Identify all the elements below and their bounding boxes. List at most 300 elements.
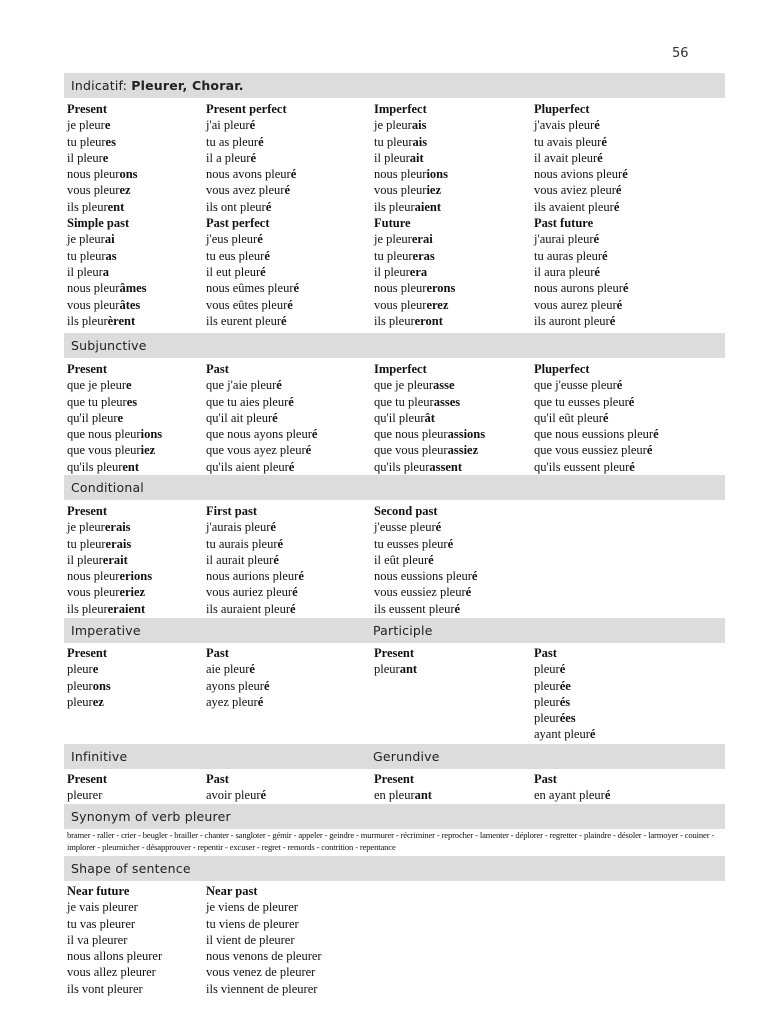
conjugation-row xyxy=(206,134,299,150)
conjugation-row xyxy=(67,536,152,552)
tense-title: Past perfect xyxy=(206,216,270,231)
conjugation-ending: ais xyxy=(411,118,427,133)
conjugation-stem: que vous ayez pleur xyxy=(206,443,306,458)
conjugation-ending: é xyxy=(250,150,256,165)
conjugation-ending: asse xyxy=(433,378,455,393)
conjugation-row xyxy=(206,280,299,296)
conjugation-row xyxy=(534,264,628,280)
conjugation-ending: é xyxy=(629,459,635,474)
conjugation-stem: nous aurons pleur xyxy=(534,281,623,296)
conjugation-row xyxy=(206,916,322,932)
conjugation-stem: nous pleur xyxy=(374,281,427,296)
conjugation-row xyxy=(67,297,147,313)
conjugation-stem: nous eûmes pleur xyxy=(206,281,294,296)
conjugation-row xyxy=(67,199,147,215)
conjugation-ending: és xyxy=(559,694,571,709)
conjugation-row xyxy=(206,248,299,264)
conjugation-row xyxy=(206,584,304,600)
conjugation-row xyxy=(67,948,162,964)
conjugation-row xyxy=(67,964,162,980)
conjugation-row xyxy=(374,519,477,535)
conjugation-row xyxy=(67,661,111,677)
conjugation-stem: je pleur xyxy=(67,232,105,247)
conjugation-row xyxy=(534,280,628,296)
imperative-label: Imperative xyxy=(71,623,141,638)
tense-title: Imperfect xyxy=(374,362,427,376)
conjugation-row xyxy=(67,166,147,182)
conjugation-ending: é xyxy=(622,281,629,296)
tense-title: Second past xyxy=(374,504,438,518)
conjugation-ending: iez xyxy=(426,183,442,198)
conjugation-stem: tu eus pleur xyxy=(206,248,265,263)
conjugation-row xyxy=(67,981,162,997)
conjugation-row xyxy=(374,377,485,393)
conjugation-row xyxy=(374,166,455,182)
conjugation-row xyxy=(206,377,317,393)
tense-title: Past future xyxy=(534,216,594,231)
conjugation-row xyxy=(374,313,455,329)
conjugation-row xyxy=(67,313,147,329)
conjugation-row xyxy=(534,297,628,313)
conjugation-stem: pleur xyxy=(534,711,560,726)
tense-title: Pluperfect xyxy=(534,102,590,116)
conjugation-stem: ils pleur xyxy=(67,313,108,328)
conjugation-row xyxy=(374,199,455,215)
conjugation-stem: il vient de pleurer xyxy=(206,932,295,947)
conjugation-stem: qu'il ait pleur xyxy=(206,410,273,425)
conjugation-ending: é xyxy=(287,297,293,312)
conjugation-stem: qu'il pleur xyxy=(67,410,118,425)
conjugation-stem: pleur xyxy=(67,662,93,677)
conjugation-stem: ils pleur xyxy=(374,313,415,328)
conjugation-stem: nous eussions pleur xyxy=(374,569,472,584)
conjugation-row xyxy=(206,661,270,677)
conjugation-stem: pleurer xyxy=(67,788,103,803)
conjugation-ending: eront xyxy=(414,313,443,328)
conjugation-ending: é xyxy=(273,552,279,567)
conjugation-row xyxy=(206,601,304,617)
tense-title: First past xyxy=(206,504,258,518)
tense-title: Pluperfect xyxy=(534,362,590,376)
subjunctive-label: Subjunctive xyxy=(71,338,147,353)
conjugation-row xyxy=(206,297,299,313)
infinitive-label: Infinitive xyxy=(71,749,128,764)
conjugation-row xyxy=(67,916,162,932)
conjugation-row xyxy=(67,280,147,296)
conjugation-stem: il pleur xyxy=(374,150,410,165)
conjugation-row xyxy=(206,117,299,133)
conj-column xyxy=(534,771,610,804)
conjugation-stem: que je pleur xyxy=(374,378,434,393)
conjugation-ending: é xyxy=(616,378,623,393)
conjugation-ending: é xyxy=(260,788,267,803)
conjugation-row xyxy=(206,150,299,166)
conjugation-ending: erait xyxy=(102,552,128,567)
conjugation-row xyxy=(67,787,107,803)
conjugation-ending: é xyxy=(615,183,622,198)
conjugation-ending: é xyxy=(257,694,264,709)
conjugation-stem: que nous eussions pleur xyxy=(534,427,654,442)
conjugation-ending: era xyxy=(409,264,428,279)
conjugation-row xyxy=(534,694,595,710)
conjugation-ending: eras xyxy=(412,248,435,263)
conjugation-stem: tu pleur xyxy=(374,134,413,149)
conjugation-ending: é xyxy=(622,167,628,182)
conjugation-stem: j'eus pleur xyxy=(206,232,258,247)
conjugation-stem: ils auraient pleur xyxy=(206,601,290,616)
conjugation-ending: ent xyxy=(107,199,125,214)
conjugation-stem: ayons pleur xyxy=(206,678,264,693)
conjugation-row xyxy=(206,199,299,215)
conjugation-row xyxy=(534,442,659,458)
conjugation-ending: é xyxy=(270,520,276,535)
conjugation-stem: je pleur xyxy=(374,232,412,247)
conjugation-row xyxy=(374,568,477,584)
infinitive-header-bar xyxy=(64,744,725,769)
conjugation-stem: ayant pleur xyxy=(534,727,590,742)
conjugation-stem: je pleur xyxy=(374,118,412,133)
conjugation-ending: ée xyxy=(559,678,571,693)
conjugation-ending: é xyxy=(435,520,442,535)
conjugation-row xyxy=(374,787,432,803)
tense-title: Past xyxy=(534,646,557,660)
conjugation-row xyxy=(206,459,317,475)
conjugation-row xyxy=(67,182,147,198)
conjugation-stem: il eut pleur xyxy=(206,264,261,279)
tense-title: Past xyxy=(534,772,557,786)
conjugation-row xyxy=(206,678,270,694)
conjugation-stem: nous pleur xyxy=(67,167,120,182)
tense-title: Imperfect xyxy=(374,102,427,116)
conjugation-ending: é xyxy=(589,727,596,742)
conjugation-row xyxy=(206,426,317,442)
conjugation-stem: ayez pleur xyxy=(206,694,258,709)
conjugation-row xyxy=(67,410,162,426)
subjunctive-header-bar xyxy=(64,333,725,358)
conjugation-ending: ât xyxy=(424,410,435,425)
conjugation-row xyxy=(374,584,477,600)
conjugation-stem: vous venez de pleurer xyxy=(206,965,316,980)
conjugation-ending: é xyxy=(276,378,282,393)
conjugation-ending: ées xyxy=(559,711,576,726)
conjugation-stem: vous pleur xyxy=(67,183,120,198)
conjugation-row xyxy=(534,661,595,677)
conjugation-stem: que tu eusses pleur xyxy=(534,394,629,409)
conjugation-ending: é xyxy=(594,118,600,133)
conjugation-stem: vous eussiez pleur xyxy=(374,585,466,600)
tense-title: Present xyxy=(374,772,415,786)
conjugation-ending: é xyxy=(594,264,600,279)
conjugation-row xyxy=(534,199,628,215)
conjugation-row xyxy=(374,280,455,296)
conjugation-ending: erai xyxy=(411,232,433,247)
conjugation-stem: qu'il pleur xyxy=(374,410,425,425)
conjugation-ending: es xyxy=(105,134,116,149)
conj-column xyxy=(67,883,162,997)
conj-column xyxy=(206,503,304,617)
conjugation-stem: vous allez pleurer xyxy=(67,965,156,980)
conjugation-row xyxy=(206,899,322,915)
conjugation-ending: e xyxy=(102,150,109,165)
conjugation-ending: é xyxy=(293,281,300,296)
conjugation-stem: il a pleur xyxy=(206,150,251,165)
conjugation-stem: je pleur xyxy=(67,520,105,535)
conjugation-stem: que je pleur xyxy=(67,378,127,393)
conjugation-stem: ils eussent pleur xyxy=(374,601,455,616)
conjugation-ending: é xyxy=(604,788,611,803)
verb-title: Pleurer, Chorar. xyxy=(131,78,244,93)
conjugation-row xyxy=(374,117,455,133)
conjugation-stem: qu'il eût pleur xyxy=(534,410,603,425)
conjugation-stem: tu pleur xyxy=(67,536,106,551)
conjugation-stem: que j'aie pleur xyxy=(206,378,277,393)
conjugation-ending: e xyxy=(126,378,132,393)
tense-title: Simple past xyxy=(67,216,130,231)
conjugation-row xyxy=(534,426,659,442)
conjugation-stem: en pleur xyxy=(374,788,415,803)
conditional-label: Conditional xyxy=(71,480,144,495)
conjugation-row xyxy=(67,248,147,264)
conj-column xyxy=(206,645,270,710)
conjugation-stem: vous pleur xyxy=(67,585,120,600)
conjugation-row xyxy=(534,410,659,426)
conjugation-row xyxy=(206,410,317,426)
tense-title: Present perfect xyxy=(206,102,287,116)
synonyms-label: Synonym of verb pleurer xyxy=(71,809,231,824)
tense-title: Past xyxy=(206,772,229,786)
conjugation-ending: é xyxy=(298,569,304,584)
conjugation-stem: tu pleur xyxy=(67,134,106,149)
sentence-header-bar xyxy=(64,856,725,881)
conj-column xyxy=(206,883,322,997)
conjugation-ending: ions xyxy=(426,167,448,182)
conjugation-row xyxy=(67,442,162,458)
conj-column xyxy=(67,645,111,710)
conjugation-stem: nous allons pleurer xyxy=(67,949,163,964)
conjugation-stem: il aurait pleur xyxy=(206,552,274,567)
tense-title: Present xyxy=(67,362,108,376)
conjugation-stem: vous pleur xyxy=(374,297,427,312)
conjugation-ending: é xyxy=(628,394,635,409)
conjugation-stem: vous eûtes pleur xyxy=(206,297,288,312)
conjugation-ending: ant xyxy=(399,662,418,677)
conjugation-row xyxy=(206,231,299,247)
conjugation-row xyxy=(67,601,152,617)
conj-column xyxy=(206,361,317,475)
conjugation-row xyxy=(67,426,162,442)
conjugation-ending: é xyxy=(263,678,270,693)
conjugation-stem: ils pleur xyxy=(67,601,108,616)
conjugation-stem: il aura pleur xyxy=(534,264,595,279)
conj-column xyxy=(374,101,455,329)
conjugation-ending: é xyxy=(290,601,296,616)
conjugation-ending: é xyxy=(471,569,478,584)
conjugation-ending: asses xyxy=(433,394,461,409)
conjugation-ending: é xyxy=(601,134,607,149)
conjugation-row xyxy=(374,134,455,150)
conjugation-stem: tu pleur xyxy=(374,248,413,263)
conjugation-ending: ez xyxy=(119,183,131,198)
conjugation-row xyxy=(206,313,299,329)
conj-column xyxy=(67,771,107,804)
conjugation-ending: é xyxy=(613,199,620,214)
conjugation-row xyxy=(67,264,147,280)
conjugation-row xyxy=(206,182,299,198)
conjugation-ending: aient xyxy=(414,199,442,214)
conjugation-row xyxy=(67,134,147,150)
conjugation-row xyxy=(374,264,455,280)
conjugation-row xyxy=(67,694,111,710)
conjugation-stem: pleur xyxy=(534,662,560,677)
conjugation-stem: tu auras pleur xyxy=(534,248,603,263)
conjugation-row xyxy=(67,377,162,393)
conjugation-row xyxy=(206,264,299,280)
conjugation-row xyxy=(67,932,162,948)
conjugation-ending: ons xyxy=(119,167,138,182)
conjugation-stem: que tu pleur xyxy=(374,394,434,409)
conjugation-row xyxy=(534,377,659,393)
conjugation-stem: tu as pleur xyxy=(206,134,259,149)
conjugation-stem: que j'eusse pleur xyxy=(534,378,617,393)
conjugation-stem: vous auriez pleur xyxy=(206,585,293,600)
conjugation-stem: nous avions pleur xyxy=(534,167,623,182)
conjugation-row xyxy=(374,442,485,458)
conjugation-ending: âtes xyxy=(119,297,141,312)
conjugation-stem: tu pleur xyxy=(67,248,106,263)
conjugation-stem: il pleur xyxy=(67,150,103,165)
conjugation-ending: é xyxy=(288,459,295,474)
conjugation-stem: vous avez pleur xyxy=(206,183,285,198)
conjugation-ending: ait xyxy=(409,150,424,165)
conjugation-ending: âmes xyxy=(119,281,147,296)
conjugation-ending: erais xyxy=(104,520,131,535)
conjugation-stem: qu'ils pleur xyxy=(374,459,430,474)
conjugation-ending: ent xyxy=(122,459,140,474)
conjugation-stem: nous pleur xyxy=(67,569,120,584)
conjugation-stem: tu avais pleur xyxy=(534,134,602,149)
conjugation-ending: e xyxy=(117,410,124,425)
conjugation-stem: pleur xyxy=(374,662,400,677)
conjugation-row xyxy=(374,459,485,475)
conjugation-ending: assions xyxy=(447,427,486,442)
conjugation-ending: e xyxy=(92,662,99,677)
conjugation-ending: é xyxy=(249,662,255,677)
conjugation-stem: pleur xyxy=(534,694,560,709)
conjugation-row xyxy=(206,394,317,410)
tense-title: Near past xyxy=(206,884,258,898)
conjugation-ending: é xyxy=(272,410,278,425)
conjugation-row xyxy=(206,694,270,710)
conjugation-stem: vous pleur xyxy=(67,297,120,312)
conj-column xyxy=(206,771,266,804)
conjugation-row xyxy=(374,661,417,677)
conjugation-stem: vous pleur xyxy=(374,183,427,198)
conjugation-ending: erais xyxy=(105,536,132,551)
conjugation-row xyxy=(374,410,485,426)
conjugation-ending: iez xyxy=(140,443,156,458)
conjugation-stem: il va pleurer xyxy=(67,932,128,947)
conjugation-row xyxy=(206,536,304,552)
conj-column xyxy=(67,503,152,617)
conjugation-stem: ils auront pleur xyxy=(534,313,610,328)
conjugation-stem: tu vas pleurer xyxy=(67,916,136,931)
conjugation-stem: j'eusse pleur xyxy=(374,520,436,535)
sentence-label: Shape of sentence xyxy=(71,861,191,876)
conjugation-row xyxy=(374,150,455,166)
conjugation-stem: nous venons de pleurer xyxy=(206,949,322,964)
conjugation-ending: é xyxy=(258,134,264,149)
conj-column xyxy=(67,101,147,329)
conjugation-row xyxy=(374,601,477,617)
conjugation-ending: é xyxy=(593,232,600,247)
conj-column xyxy=(374,771,432,804)
conditional-header-bar xyxy=(64,475,725,500)
conjugation-stem: ils vont pleurer xyxy=(67,981,143,996)
conjugation-row xyxy=(534,459,659,475)
conjugation-row xyxy=(67,117,147,133)
conjugation-stem: aie pleur xyxy=(206,662,250,677)
conjugation-row xyxy=(534,248,628,264)
conjugation-row xyxy=(534,117,628,133)
conjugation-stem: pleur xyxy=(67,694,93,709)
conjugation-stem: qu'ils pleur xyxy=(67,459,123,474)
conjugation-stem: nous avons pleur xyxy=(206,167,291,182)
conjugation-ending: é xyxy=(264,248,270,263)
conjugation-stem: il pleur xyxy=(67,264,103,279)
conjugation-ending: é xyxy=(260,264,266,279)
conjugation-row xyxy=(374,552,477,568)
conjugation-row xyxy=(206,932,322,948)
conjugation-stem: ils ont pleur xyxy=(206,199,266,214)
conjugation-row xyxy=(67,394,162,410)
indicative-label: Indicatif: xyxy=(71,78,132,93)
conjugation-row xyxy=(206,568,304,584)
conjugation-stem: pleur xyxy=(534,678,560,693)
conjugation-ending: é xyxy=(602,410,609,425)
conjugation-stem: il pleur xyxy=(67,552,103,567)
conjugation-stem: j'ai pleur xyxy=(206,118,250,133)
conjugation-row xyxy=(374,426,485,442)
conjugation-stem: il pleur xyxy=(374,264,410,279)
conjugation-stem: nous pleur xyxy=(67,281,120,296)
tense-title: Past xyxy=(206,362,229,376)
conj-column xyxy=(67,361,162,475)
conjugation-stem: je pleur xyxy=(67,118,105,133)
conjugation-ending: èrent xyxy=(107,313,136,328)
conjugation-stem: avoir pleur xyxy=(206,788,261,803)
conjugation-row xyxy=(534,394,659,410)
conjugation-ending: é xyxy=(277,536,284,551)
conjugation-row xyxy=(374,182,455,198)
conjugation-stem: pleur xyxy=(67,678,93,693)
conjugation-row xyxy=(67,584,152,600)
conjugation-stem: j'aurai pleur xyxy=(534,232,594,247)
conjugation-ending: é xyxy=(305,443,312,458)
conjugation-ending: erons xyxy=(426,281,456,296)
conjugation-row xyxy=(534,231,628,247)
conjugation-ending: é xyxy=(292,585,298,600)
conjugation-stem: que nous pleur xyxy=(67,427,141,442)
page-number: 56 xyxy=(672,46,689,61)
conjugation-row xyxy=(534,726,595,742)
conjugation-row xyxy=(206,948,322,964)
conjugation-stem: vous aurez pleur xyxy=(534,297,617,312)
conjugation-row xyxy=(206,787,266,803)
synonyms-header-bar xyxy=(64,804,725,829)
conjugation-ending: é xyxy=(290,167,297,182)
conjugation-row xyxy=(206,442,317,458)
conjugation-row xyxy=(67,899,162,915)
